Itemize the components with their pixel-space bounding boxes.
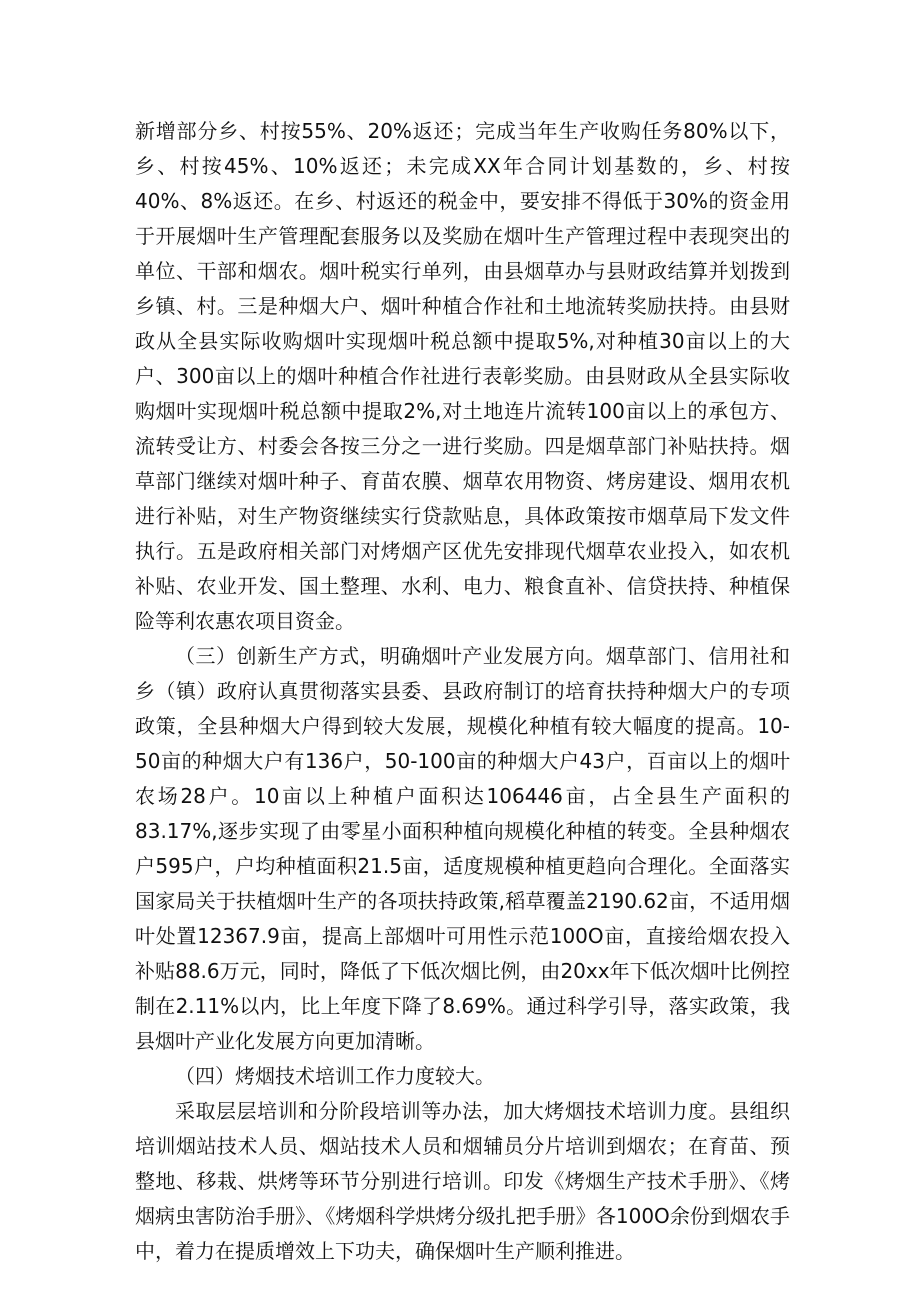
paragraph-training-details: 采取层层培训和分阶段培训等办法，加大烤烟技术培训力度。县组织培训烟站技术人员、烟站技术人员和烟辅员分片培训到烟农；在育苗、预整地、移栽、烘烤等环节分别进行培训。印发《烤烟生产技术手册》、《烤烟病虫害防治手册》、《烤烟科学烘烤分级扎把手册》各100O余份到烟农手中，着力在提质增效上下功夫，确保烟叶生产顺利推进。 — [135, 1099, 790, 1263]
section-heading-training: （四）烤烟技术培训工作力度较大。 — [175, 1064, 495, 1088]
paragraph-production-mode: （三）创新生产方式，明确烟叶产业发展方向。烟草部门、信用社和乡（镇）政府认真贯彻落实县委、县政府制订的培育扶持种烟大户的专项政策，全县种烟大户得到较大发展，规模化种植有较大幅度的提高。10-50亩的种烟大户有136户，50-100亩的种烟大户43户，百亩以上的烟叶农场28户。10亩以上种植户面积达106446亩，占全县生产面积的83.17%,逐步实现了由零星小面积种植向规模化种植的转变。全县种烟农户595户，户均种植面积21.5亩，适度规模种植更趋向合理化。全面落实国家局关于扶植烟叶生产的各项扶持政策,稻草覆盖2190.62亩，不适用烟叶处置12367.9亩，提高上部烟叶可用性示范100O亩，直接给烟农投入补贴88.6万元，同时，降低了下低次烟比例，由20xx年下低次烟叶比例控制在2.11%以内，比上年度下降了8.69%。通过科学引导，落实政策，我县烟叶产业化发展方向更加清晰。 — [135, 644, 790, 1053]
paragraph-policy-rebates: 新增部分乡、村按55%、20%返还；完成当年生产收购任务80%以下，乡、村按45%、10%返还；未完成XX年合同计划基数的，乡、村按40%、8%返还。在乡、村返还的税金中，要安排不得低于30%的资金用于开展烟叶生产管理配套服务以及奖励在烟叶生产管理过程中表现突出的单位、干部和烟农。烟叶税实行单列，由县烟草办与县财政结算并划拨到乡镇、村。三是种烟大户、烟叶种植合作社和土地流转奖励扶持。由县财政从全县实际收购烟叶实现烟叶税总额中提取5%,对种植30亩以上的大户、300亩以上的烟叶种植合作社进行表彰奖励。由县财政从全县实际收购烟叶实现烟叶税总额中提取2%,对土地连片流转100亩以上的承包方、流转受让方、村委会各按三分之一进行奖励。四是烟草部门补贴扶持。烟草部门继续对烟叶种子、育苗农膜、烟草农用物资、烤房建设、烟用农机进行补贴，对生产物资继续实行贷款贴息，具体政策按市烟草局下发文件执行。五是政府相关部门对烤烟产区优先安排现代烟草农业投入，如农机补贴、农业开发、国土整理、水利、电力、粮食直补、信贷扶持、种植保险等利农惠农项目资金。 — [135, 119, 790, 633]
document-body — [135, 114, 790, 1269]
